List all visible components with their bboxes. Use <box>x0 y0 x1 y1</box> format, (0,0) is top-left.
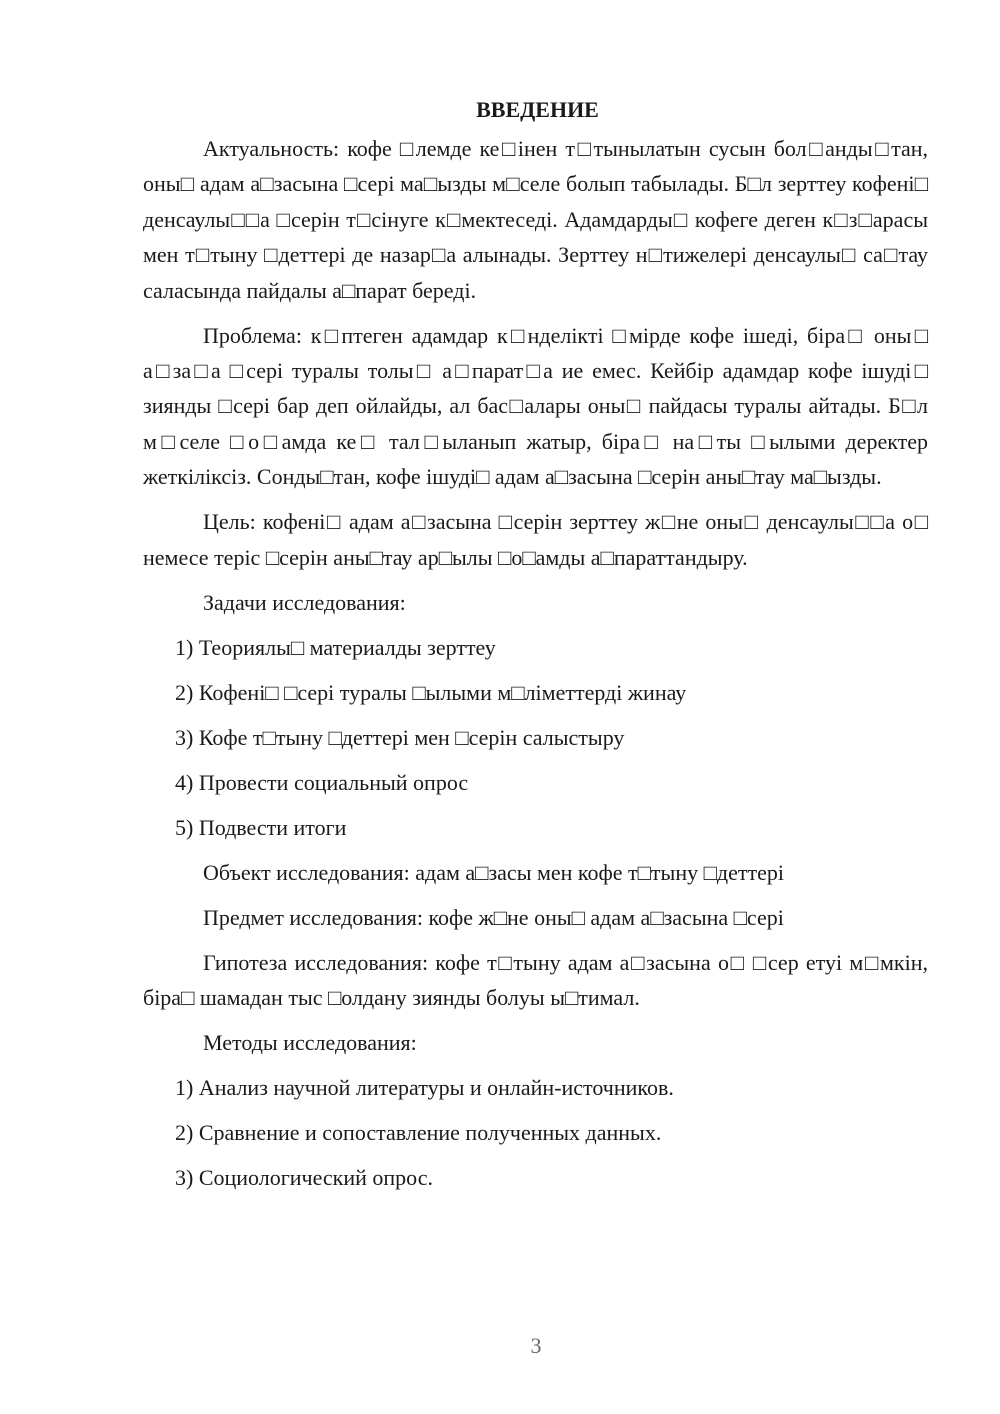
method-item: 2) Сравнение и сопоставление полученных данных. <box>175 1120 662 1146</box>
page-title: ВВЕДЕНИЕ <box>476 97 599 122</box>
task-item: 3) Кофе т□тыну □деттері мен □серін салыстыру <box>175 724 625 750</box>
task-item: 4) Провести социальный опрос <box>175 769 469 795</box>
methods-label: Методы исследования: <box>203 1030 417 1056</box>
object-line: Объект исследования: адам а□засы мен кофе т□тыну □деттері <box>203 859 784 885</box>
subject-line: Предмет исследования: кофе ж□не оны□ адам а□засына □сері <box>203 904 784 930</box>
task-item: 5) Подвести итоги <box>175 814 347 840</box>
tasks-label: Задачи исследования: <box>203 589 406 615</box>
goal-paragraph: Цель: кофені□ адам а□засына □серін зерттеу ж□не оны□ денсаулы□□а о□ немесе теріс □серін аны□тау ар□ылы □о□амды а□параттандыру. <box>143 509 928 570</box>
relevance-paragraph: Актуальность: кофе □лемде ке□інен т□тынылатын сусын бол□анды□тан, оны□ адам а□засына □сері ма□ызды м□селе болып табылады. Б□л зерттеу кофені□ денсаулы□□а □серін т□сінуге к□мектеседі. Адамдарды□ кофеге деген к□з□арасы мен т□тыну □деттері де назар□а алынады. Зерттеу н□тижелері денсаулы□ са□тау саласында пайдалы а□парат береді. <box>143 136 928 303</box>
method-item: 1) Анализ научной литературы и онлайн-источников. <box>175 1075 674 1101</box>
task-item: 1) Теориялы□ материалды зерттеу <box>175 634 496 660</box>
problem-paragraph: Проблема: к□птеген адамдар к□нделікті □мірде кофе ішеді, біра□ оны□ а□за□а □сері туралы толы□ а□парат□а ие емес. Кейбір адамдар кофе ішуді□ зиянды □сері бар деп ойлайды, ал бас□алары оны□ пайдасы туралы айтады. Б□л м□селе □о□амда ке□ тал□ыланып жатыр, біра□ на□ты □ылыми деректер жеткіліксіз. Сонды□тан, кофе ішуді□ адам а□засына □серін аны□тау ма□ызды. <box>143 322 928 490</box>
method-item: 3) Социологический опрос. <box>175 1165 433 1191</box>
page-content <box>143 92 928 1205</box>
task-item: 2) Кофені□ □сері туралы □ылыми м□ліметтерді жинау <box>175 679 687 705</box>
hypothesis-paragraph: Гипотеза исследования: кофе т□тыну адам а□засына о□ □сер етуі м□мкін, біра□ шамадан тыс □олдану зиянды болуы ы□тимал. <box>143 949 928 1011</box>
page-number: 3 <box>530 1333 542 1358</box>
